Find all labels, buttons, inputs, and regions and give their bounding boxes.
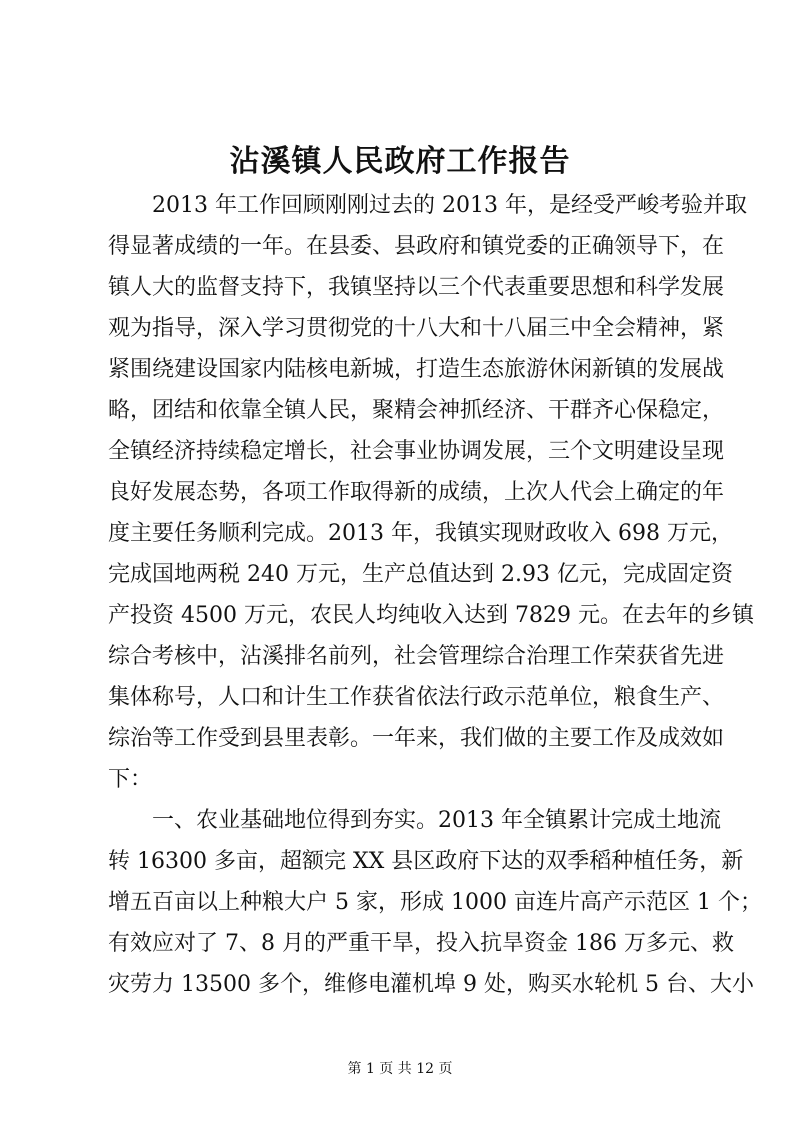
body-line: 灾劳力 13500 多个，维修电灌机埠 9 处，购买水轮机 5 台、大小	[108, 972, 754, 997]
body-line: 综合考核中，沾溪排名前列，社会管理综合治理工作荣获省先进	[108, 644, 725, 669]
body-line: 度主要任务顺利完成。2013 年，我镇实现财政收入 698 万元，	[108, 521, 733, 546]
body-line: 一、农业基础地位得到夯实。2013 年全镇累计完成土地流	[108, 808, 721, 833]
body-line: 观为指导，深入学习贯彻党的十八大和十八届三中全会精神，紧	[108, 316, 725, 341]
body-line: 紧围绕建设国家内陆核电新城，打造生态旅游休闲新镇的发展战	[108, 357, 725, 382]
body-line: 全镇经济持续稳定增长，社会事业协调发展，三个文明建设呈现	[108, 439, 725, 464]
page-footer: 第 1 页 共 12 页	[347, 1061, 453, 1077]
document-title: 沾溪镇人民政府工作报告	[229, 144, 571, 179]
body-line: 集体称号，人口和计生工作获省依法行政示范单位，粮食生产、	[108, 685, 725, 710]
body-line: 完成国地两税 240 万元，生产总值达到 2.93 亿元，完成固定资	[108, 562, 733, 587]
body-line: 略，团结和依靠全镇人民，聚精会神抓经济、干群齐心保稳定，	[108, 398, 725, 423]
body-line: 得显著成绩的一年。在县委、县政府和镇党委的正确领导下，在	[108, 234, 725, 259]
body-line: 良好发展态势，各项工作取得新的成绩，上次人代会上确定的年	[108, 480, 725, 505]
body-line: 转 16300 多亩，超额完 XX 县区政府下达的双季稻种植任务，新	[108, 849, 744, 874]
body-line: 产投资 4500 万元，农民人均纯收入达到 7829 元。在去年的乡镇	[108, 603, 754, 628]
body-line: 下：	[108, 767, 153, 792]
body-line: 增五百亩以上种粮大户 5 家，形成 1000 亩连片高产示范区 1 个；	[108, 890, 762, 915]
body-line: 综治等工作受到县里表彰。一年来，我们做的主要工作及成效如	[108, 726, 725, 751]
body-line: 2013 年工作回顾刚刚过去的 2013 年，是经受严峻考验并取	[108, 193, 747, 218]
body-line: 镇人大的监督支持下，我镇坚持以三个代表重要思想和科学发展	[108, 275, 725, 300]
body-line: 有效应对了 7、8 月的严重干旱，投入抗旱资金 186 万多元、救	[108, 931, 734, 956]
